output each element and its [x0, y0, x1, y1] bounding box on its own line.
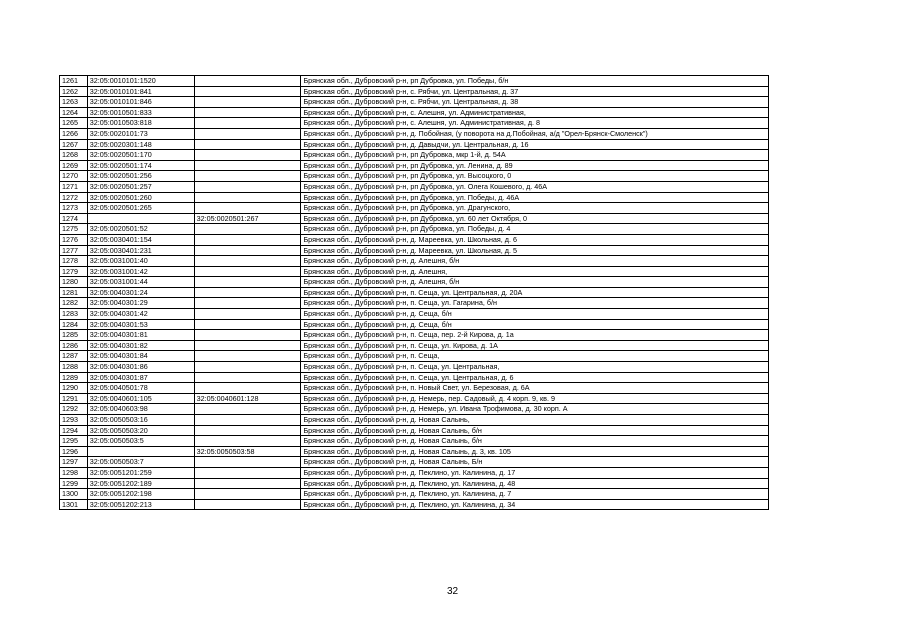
address-cell: Брянская обл., Дубровский р-н, д. Немерь, ул. Ивана Трофимова, д. 30 корп. А [301, 404, 769, 415]
table-row [60, 425, 769, 436]
table-row [60, 298, 769, 309]
table-row [60, 213, 769, 224]
table-row [60, 128, 769, 139]
cadastral-number-cell [87, 213, 194, 224]
parent-cadastral-number-cell [194, 192, 301, 203]
table-row [60, 393, 769, 404]
cadastral-number-cell: 32:05:0051202:189 [87, 478, 194, 489]
address-cell: Брянская обл., Дубровский р-н, д. Сеща, б/н [301, 319, 769, 330]
cadastral-number-cell: 32:05:0020501:256 [87, 171, 194, 182]
address-cell: Брянская обл., Дубровский р-н, рп Дубровка, ул. Высоцкого, 0 [301, 171, 769, 182]
row-number-cell: 1280 [60, 277, 88, 288]
row-number-cell: 1299 [60, 478, 88, 489]
table-row [60, 181, 769, 192]
address-cell: Брянская обл., Дубровский р-н, д. Алешня, б/н [301, 277, 769, 288]
parent-cadastral-number-cell [194, 436, 301, 447]
address-cell: Брянская обл., Дубровский р-н, д. Новая Салынь, б/н [301, 425, 769, 436]
parent-cadastral-number-cell [194, 298, 301, 309]
address-cell: Брянская обл., Дубровский р-н, д. Алешня, б/н [301, 256, 769, 267]
row-number-cell: 1273 [60, 203, 88, 214]
address-cell: Брянская обл., Дубровский р-н, п. Сеща, ул. Центральная, [301, 362, 769, 373]
parent-cadastral-number-cell [194, 499, 301, 510]
cadastral-number-cell: 32:05:0020501:174 [87, 160, 194, 171]
table-row [60, 499, 769, 510]
address-cell: Брянская обл., Дубровский р-н, рп Дубровка, мкр 1-й, д. 54А [301, 150, 769, 161]
row-number-cell: 1292 [60, 404, 88, 415]
table-row [60, 203, 769, 214]
table-row [60, 192, 769, 203]
parent-cadastral-number-cell [194, 86, 301, 97]
address-cell: Брянская обл., Дубровский р-н, рп Дубровка, ул. Драгунского, [301, 203, 769, 214]
row-number-cell: 1295 [60, 436, 88, 447]
cadastral-number-cell: 32:05:0020101:73 [87, 128, 194, 139]
parent-cadastral-number-cell [194, 383, 301, 394]
parent-cadastral-number-cell [194, 467, 301, 478]
row-number-cell: 1271 [60, 181, 88, 192]
table-row [60, 436, 769, 447]
cadastral-number-cell: 32:05:0020501:257 [87, 181, 194, 192]
table-row [60, 319, 769, 330]
parent-cadastral-number-cell [194, 425, 301, 436]
table-row [60, 415, 769, 426]
address-cell: Брянская обл., Дубровский р-н, п. Новый Свет, ул. Березовая, д. 6А [301, 383, 769, 394]
cadastral-number-cell: 32:05:0020501:170 [87, 150, 194, 161]
cadastral-number-cell: 32:05:0040301:53 [87, 319, 194, 330]
table-row [60, 224, 769, 235]
cadastral-number-cell: 32:05:0051201:259 [87, 467, 194, 478]
row-number-cell: 1288 [60, 362, 88, 373]
row-number-cell: 1274 [60, 213, 88, 224]
cadastral-number-cell: 32:05:0040301:82 [87, 340, 194, 351]
table-row [60, 467, 769, 478]
address-cell: Брянская обл., Дубровский р-н, д. Алешня, [301, 266, 769, 277]
address-cell: Брянская обл., Дубровский р-н, рп Дубровка, ул. 60 лет Октября, 0 [301, 213, 769, 224]
cadastral-number-cell: 32:05:0010101:846 [87, 97, 194, 108]
parent-cadastral-number-cell [194, 118, 301, 129]
cadastral-number-cell: 32:05:0051202:198 [87, 489, 194, 500]
parent-cadastral-number-cell [194, 245, 301, 256]
row-number-cell: 1270 [60, 171, 88, 182]
address-cell: Брянская обл., Дубровский р-н, рп Дубровка, ул. Ленина, д. 89 [301, 160, 769, 171]
cadastral-number-cell [87, 446, 194, 457]
address-cell: Брянская обл., Дубровский р-н, д. Пеклино, ул. Калинина, д. 7 [301, 489, 769, 500]
parent-cadastral-number-cell [194, 224, 301, 235]
parent-cadastral-number-cell [194, 351, 301, 362]
table-row [60, 76, 769, 87]
row-number-cell: 1283 [60, 309, 88, 320]
table-row [60, 256, 769, 267]
row-number-cell: 1290 [60, 383, 88, 394]
registry-table-body [60, 76, 769, 510]
parent-cadastral-number-cell: 32:05:0050503:58 [194, 446, 301, 457]
parent-cadastral-number-cell [194, 181, 301, 192]
cadastral-number-cell: 32:05:0040301:84 [87, 351, 194, 362]
row-number-cell: 1268 [60, 150, 88, 161]
row-number-cell: 1287 [60, 351, 88, 362]
row-number-cell: 1293 [60, 415, 88, 426]
table-row [60, 372, 769, 383]
row-number-cell: 1275 [60, 224, 88, 235]
row-number-cell: 1281 [60, 287, 88, 298]
address-cell: Брянская обл., Дубровский р-н, рп Дубровка, ул. Олега Кошевого, д. 46А [301, 181, 769, 192]
address-cell: Брянская обл., Дубровский р-н, д. Пеклино, ул. Калинина, д. 34 [301, 499, 769, 510]
row-number-cell: 1291 [60, 393, 88, 404]
table-row [60, 245, 769, 256]
table-row [60, 340, 769, 351]
cadastral-number-cell: 32:05:0010101:1520 [87, 76, 194, 87]
address-cell: Брянская обл., Дубровский р-н, п. Сеща, ул. Кирова, д. 1А [301, 340, 769, 351]
table-row [60, 160, 769, 171]
cadastral-number-cell: 32:05:0020301:148 [87, 139, 194, 150]
cadastral-number-cell: 32:05:0040301:81 [87, 330, 194, 341]
address-cell: Брянская обл., Дубровский р-н, д. Давыдчи, ул. Центральная, д. 16 [301, 139, 769, 150]
address-cell: Брянская обл., Дубровский р-н, рп Дубровка, ул. Победы, б/н [301, 76, 769, 87]
table-row [60, 118, 769, 129]
table-row [60, 362, 769, 373]
cadastral-number-cell: 32:05:0010101:841 [87, 86, 194, 97]
address-cell: Брянская обл., Дубровский р-н, д. Новая Салынь, Б/н [301, 457, 769, 468]
row-number-cell: 1300 [60, 489, 88, 500]
parent-cadastral-number-cell [194, 76, 301, 87]
cadastral-number-cell: 32:05:0040301:24 [87, 287, 194, 298]
parent-cadastral-number-cell [194, 277, 301, 288]
parent-cadastral-number-cell [194, 150, 301, 161]
parent-cadastral-number-cell [194, 319, 301, 330]
registry-table [59, 75, 769, 510]
parent-cadastral-number-cell [194, 97, 301, 108]
address-cell: Брянская обл., Дубровский р-н, с. Алешня, ул. Административная, [301, 107, 769, 118]
table-row [60, 478, 769, 489]
parent-cadastral-number-cell [194, 139, 301, 150]
row-number-cell: 1266 [60, 128, 88, 139]
table-row [60, 383, 769, 394]
cadastral-number-cell: 32:05:0050503:5 [87, 436, 194, 447]
cadastral-number-cell: 32:05:0040601:105 [87, 393, 194, 404]
parent-cadastral-number-cell [194, 340, 301, 351]
parent-cadastral-number-cell [194, 362, 301, 373]
cadastral-number-cell: 32:05:0040501:78 [87, 383, 194, 394]
parent-cadastral-number-cell [194, 287, 301, 298]
cadastral-number-cell: 32:05:0020501:260 [87, 192, 194, 203]
parent-cadastral-number-cell: 32:05:0040601:128 [194, 393, 301, 404]
address-cell: Брянская обл., Дубровский р-н, п. Сеща, ул. Гагарина, б/н [301, 298, 769, 309]
table-row [60, 446, 769, 457]
address-cell: Брянская обл., Дубровский р-н, д. Сеща, б/н [301, 309, 769, 320]
cadastral-number-cell: 32:05:0040301:29 [87, 298, 194, 309]
cadastral-number-cell: 32:05:0020501:265 [87, 203, 194, 214]
table-row [60, 266, 769, 277]
row-number-cell: 1278 [60, 256, 88, 267]
row-number-cell: 1265 [60, 118, 88, 129]
row-number-cell: 1279 [60, 266, 88, 277]
address-cell: Брянская обл., Дубровский р-н, с. Рябчи, ул. Центральная, д. 37 [301, 86, 769, 97]
table-row [60, 287, 769, 298]
row-number-cell: 1301 [60, 499, 88, 510]
cadastral-number-cell: 32:05:0050503:20 [87, 425, 194, 436]
cadastral-number-cell: 32:05:0040301:87 [87, 372, 194, 383]
table-row [60, 489, 769, 500]
cadastral-number-cell: 32:05:0031001:44 [87, 277, 194, 288]
table-row [60, 139, 769, 150]
row-number-cell: 1294 [60, 425, 88, 436]
cadastral-number-cell: 32:05:0030401:231 [87, 245, 194, 256]
address-cell: Брянская обл., Дубровский р-н, д. Новая Салынь, б/н [301, 436, 769, 447]
table-row [60, 351, 769, 362]
address-cell: Брянская обл., Дубровский р-н, д. Немерь, пер. Садовый, д. 4 корп. 9, кв. 9 [301, 393, 769, 404]
address-cell: Брянская обл., Дубровский р-н, д. Мареевка, ул. Школьная, д. 5 [301, 245, 769, 256]
row-number-cell: 1276 [60, 234, 88, 245]
cadastral-number-cell: 32:05:0040301:86 [87, 362, 194, 373]
cadastral-number-cell: 32:05:0040301:42 [87, 309, 194, 320]
address-cell: Брянская обл., Дубровский р-н, д. Побойная, (у поворота на д.Побойная, а/д "Орел-Брянск-Смоленск") [301, 128, 769, 139]
address-cell: Брянская обл., Дубровский р-н, п. Сеща, ул. Центральная, д. 20А [301, 287, 769, 298]
parent-cadastral-number-cell [194, 107, 301, 118]
cadastral-number-cell: 32:05:0020501:52 [87, 224, 194, 235]
address-cell: Брянская обл., Дубровский р-н, д. Новая Салынь, [301, 415, 769, 426]
parent-cadastral-number-cell [194, 404, 301, 415]
row-number-cell: 1277 [60, 245, 88, 256]
table-row [60, 86, 769, 97]
cadastral-number-cell: 32:05:0010501:833 [87, 107, 194, 118]
cadastral-number-cell: 32:05:0050503:7 [87, 457, 194, 468]
cadastral-number-cell: 32:05:0050503:16 [87, 415, 194, 426]
parent-cadastral-number-cell [194, 266, 301, 277]
row-number-cell: 1284 [60, 319, 88, 330]
address-cell: Брянская обл., Дубровский р-н, д. Пеклино, ул. Калинина, д. 48 [301, 478, 769, 489]
row-number-cell: 1269 [60, 160, 88, 171]
address-cell: Брянская обл., Дубровский р-н, с. Алешня, ул. Административная, д. 8 [301, 118, 769, 129]
parent-cadastral-number-cell [194, 256, 301, 267]
row-number-cell: 1296 [60, 446, 88, 457]
row-number-cell: 1282 [60, 298, 88, 309]
row-number-cell: 1263 [60, 97, 88, 108]
row-number-cell: 1286 [60, 340, 88, 351]
table-row [60, 171, 769, 182]
address-cell: Брянская обл., Дубровский р-н, рп Дубровка, ул. Победы, д. 46А [301, 192, 769, 203]
parent-cadastral-number-cell: 32:05:0020501:267 [194, 213, 301, 224]
row-number-cell: 1261 [60, 76, 88, 87]
parent-cadastral-number-cell [194, 489, 301, 500]
table-row [60, 457, 769, 468]
cadastral-number-cell: 32:05:0031001:42 [87, 266, 194, 277]
page-number: 32 [446, 586, 459, 597]
cadastral-number-cell: 32:05:0040603:98 [87, 404, 194, 415]
address-cell: Брянская обл., Дубровский р-н, п. Сеща, пер. 2-й Кирова, д. 1а [301, 330, 769, 341]
cadastral-number-cell: 32:05:0051202:213 [87, 499, 194, 510]
parent-cadastral-number-cell [194, 203, 301, 214]
table-row [60, 309, 769, 320]
parent-cadastral-number-cell [194, 128, 301, 139]
table-row [60, 150, 769, 161]
table-row [60, 234, 769, 245]
address-cell: Брянская обл., Дубровский р-н, рп Дубровка, ул. Победы, д. 4 [301, 224, 769, 235]
row-number-cell: 1289 [60, 372, 88, 383]
cadastral-number-cell: 32:05:0010503:818 [87, 118, 194, 129]
row-number-cell: 1264 [60, 107, 88, 118]
address-cell: Брянская обл., Дубровский р-н, д. Пеклино, ул. Калинина, д. 17 [301, 467, 769, 478]
row-number-cell: 1262 [60, 86, 88, 97]
parent-cadastral-number-cell [194, 160, 301, 171]
row-number-cell: 1285 [60, 330, 88, 341]
parent-cadastral-number-cell [194, 234, 301, 245]
cadastral-number-cell: 32:05:0031001:40 [87, 256, 194, 267]
address-cell: Брянская обл., Дубровский р-н, п. Сеща, [301, 351, 769, 362]
table-row [60, 404, 769, 415]
parent-cadastral-number-cell [194, 330, 301, 341]
address-cell: Брянская обл., Дубровский р-н, д. Новая Салынь, д. 3, кв. 105 [301, 446, 769, 457]
table-row [60, 97, 769, 108]
parent-cadastral-number-cell [194, 415, 301, 426]
address-cell: Брянская обл., Дубровский р-н, д. Мареевка, ул. Школьная, д. 6 [301, 234, 769, 245]
row-number-cell: 1298 [60, 467, 88, 478]
parent-cadastral-number-cell [194, 309, 301, 320]
row-number-cell: 1272 [60, 192, 88, 203]
parent-cadastral-number-cell [194, 457, 301, 468]
parent-cadastral-number-cell [194, 372, 301, 383]
address-cell: Брянская обл., Дубровский р-н, п. Сеща, ул. Центральная, д. 6 [301, 372, 769, 383]
table-row [60, 107, 769, 118]
row-number-cell: 1267 [60, 139, 88, 150]
cadastral-number-cell: 32:05:0030401:154 [87, 234, 194, 245]
table-row [60, 277, 769, 288]
address-cell: Брянская обл., Дубровский р-н, с. Рябчи, ул. Центральная, д. 38 [301, 97, 769, 108]
row-number-cell: 1297 [60, 457, 88, 468]
table-row [60, 330, 769, 341]
parent-cadastral-number-cell [194, 171, 301, 182]
parent-cadastral-number-cell [194, 478, 301, 489]
